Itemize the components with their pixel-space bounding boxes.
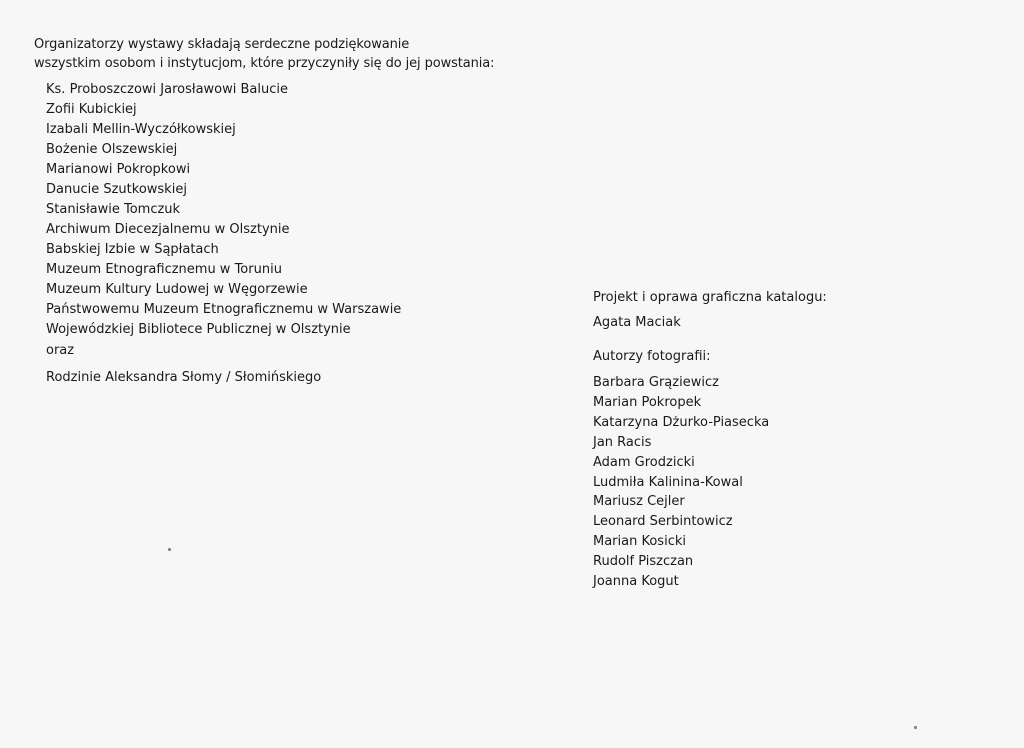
thanks-list bbox=[46, 80, 401, 340]
list-item: Danucie Szutkowskiej bbox=[46, 182, 187, 197]
list-item: Marian Pokropek bbox=[593, 394, 702, 410]
list-item: Muzeum Etnograficznemu w Toruniu bbox=[46, 262, 282, 277]
designer-name: Agata Maciak bbox=[593, 315, 681, 330]
list-item: Marianowi Pokropkowi bbox=[46, 162, 191, 177]
list-item: Adam Grodzicki bbox=[593, 454, 695, 470]
list-item: Archiwum Diecezjalnemu w Olsztynie bbox=[46, 222, 290, 237]
list-item: Leonard Serbintowicz bbox=[593, 514, 733, 530]
paper-speck bbox=[168, 548, 171, 551]
intro-line-2: wszystkim osobom i instytucjom, które przyczyniły się do jej powstania: bbox=[34, 56, 495, 71]
paper-speck bbox=[914, 726, 917, 729]
list-item: Babskiej Izbie w Sąpłatach bbox=[46, 242, 219, 257]
list-item: Ludmiła Kalinina-Kowal bbox=[593, 474, 743, 490]
intro-line-1: Organizatorzy wystawy składają serdeczne podziękowanie bbox=[34, 37, 410, 52]
list-item: Wojewódzkiej Bibliotece Publicznej w Olsztynie bbox=[46, 322, 351, 337]
photo-authors-label: Autorzy fotografii: bbox=[593, 349, 711, 364]
list-item: Barbara Grąziewicz bbox=[593, 375, 719, 390]
list-item: Marian Kosicki bbox=[593, 534, 686, 550]
list-item: Zofii Kubickiej bbox=[46, 102, 137, 117]
list-item: Izabali Mellin-Wyczółkowskiej bbox=[46, 122, 236, 137]
design-label: Projekt i oprawa graficzna katalogu: bbox=[593, 290, 827, 305]
list-item: Bożenie Olszewskiej bbox=[46, 142, 178, 157]
list-item: Ks. Proboszczowi Jarosławowi Balucie bbox=[46, 82, 288, 97]
list-item: Stanisławie Tomczuk bbox=[46, 202, 181, 217]
photo-authors-list bbox=[593, 373, 769, 592]
oraz-text: oraz bbox=[46, 343, 75, 358]
list-item: Państwowemu Muzeum Etnograficznemu w Warszawie bbox=[46, 302, 402, 317]
family-thanks: Rodzinie Aleksandra Słomy / Słomińskiego bbox=[46, 370, 322, 385]
list-item: Katarzyna Dżurko-Piasecka bbox=[593, 414, 770, 430]
list-item: Jan Racis bbox=[593, 434, 652, 450]
acknowledgement-intro bbox=[34, 35, 494, 73]
list-item: Mariusz Cejler bbox=[593, 494, 685, 510]
list-item: Muzeum Kultury Ludowej w Węgorzewie bbox=[46, 282, 308, 297]
list-item: Rudolf Piszczan bbox=[593, 554, 694, 570]
list-item: Joanna Kogut bbox=[593, 574, 679, 590]
